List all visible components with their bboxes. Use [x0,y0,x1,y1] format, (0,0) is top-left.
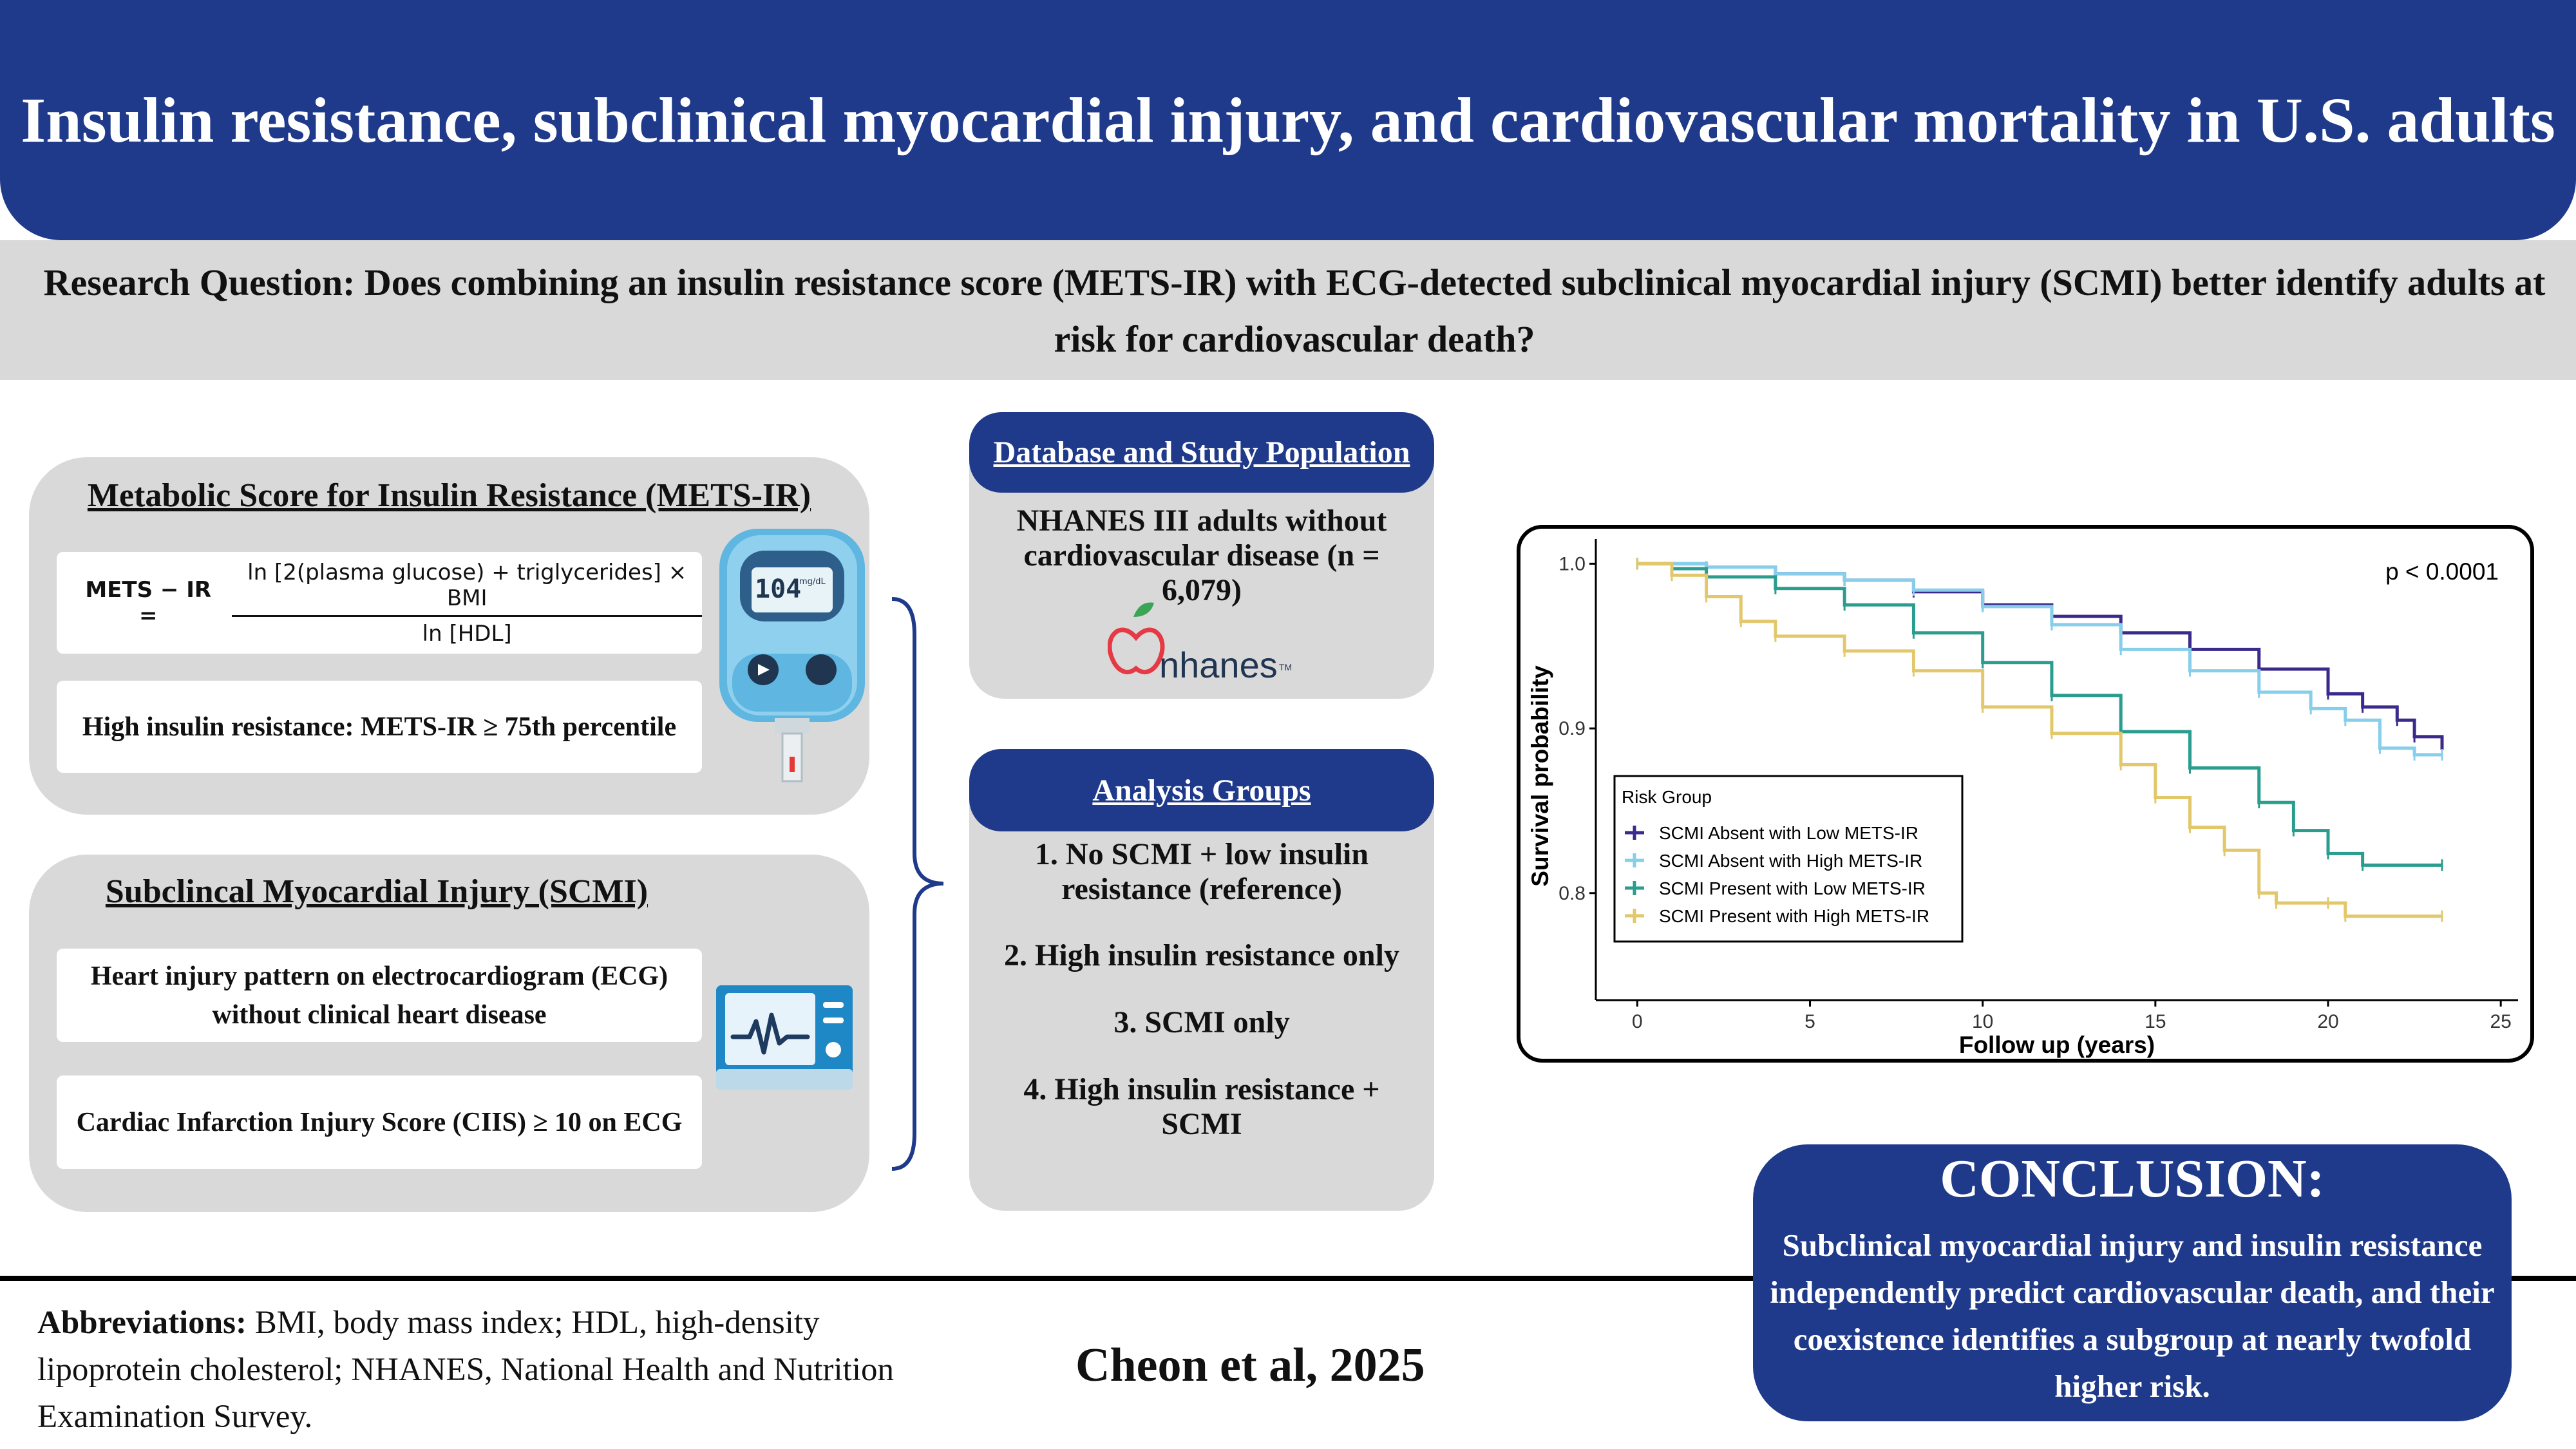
database-heading: Database and Study Population [969,412,1434,493]
km-curve-1 [1637,564,2442,750]
p-value-annotation: p < 0.0001 [2385,558,2499,585]
research-question: Research Question: Does combining an insulin resistance score (METS-IR) with ECG-detected subclinical myocardial injury (SCMI) better identify adults at risk for cardiovascular death? [43,261,2546,360]
glucose-meter-icon [718,525,866,789]
legend-entry: SCMI Absent with Low METS-IR [1659,823,1919,843]
meter-unit: mg/dL [799,577,826,587]
apple-logo-icon [1108,598,1166,689]
abbreviations-label: Abbreviations: [37,1305,247,1341]
scmi-heading: Subclincal Myocardial Injury (SCMI) [105,873,649,910]
nhanes-logo-tm: TM [1279,662,1293,672]
km-chart [1517,525,2534,1063]
formula-lhs: METS − IR = [85,577,212,629]
km-curve-2 [1637,564,2442,755]
legend-entry: SCMI Present with High METS-IR [1659,906,1930,926]
formula-numerator: ln [2(plasma glucose) + triglycerides] × BMI [232,560,702,617]
analysis-groups-heading: Analysis Groups [969,749,1434,831]
meter-reading: 104 [755,574,802,604]
legend-entry: SCMI Present with Low METS-IR [1659,878,1926,898]
y-tick-label: 0.9 [1558,718,1586,740]
x-tick-label: 5 [1804,1011,1815,1032]
legend-title: Risk Group [1622,787,1712,807]
conclusion-text: Subclinical myocardial injury and insulin resistance independently predict cardiovascular death, and their coexistence identifies a subgroup at nearly twofold higher risk. [1770,1227,2495,1404]
analysis-group-1: 1. No SCMI + low insulin resistance (reference) [1034,837,1369,906]
x-axis-label: Follow up (years) [1958,1032,2155,1058]
x-tick-label: 20 [2317,1011,2339,1032]
database-text: NHANES III adults without cardiovascular disease (n = 6,079) [1016,504,1387,607]
conclusion-heading: CONCLUSION: [1940,1149,2325,1209]
formula-denominator: ln [HDL] [422,620,512,647]
y-tick-label: 0.8 [1558,882,1586,904]
ecg-monitor-icon [716,985,853,1090]
grouping-brace [889,596,953,1172]
abbreviations [37,1300,907,1441]
mets-ir-threshold: High insulin resistance: METS-IR ≥ 75th percentile [57,681,702,773]
x-tick-label: 10 [1972,1011,1994,1032]
x-tick-label: 15 [2145,1011,2166,1032]
mets-ir-heading: Metabolic Score for Insulin Resistance (METS-IR) [87,477,811,514]
x-tick-label: 0 [1632,1011,1643,1032]
mets-ir-formula [57,552,702,654]
citation: Cheon et al, 2025 [1075,1339,1425,1392]
y-tick-label: 1.0 [1558,553,1586,575]
legend-entry: SCMI Absent with High METS-IR [1659,851,1923,871]
analysis-group-4: 4. High insulin resistance + SCMI [1023,1072,1380,1141]
nhanes-logo-text: nhanes [1159,645,1278,685]
y-axis-label: Survival probability [1527,665,1553,887]
abbreviations-text: BMI, body mass index; HDL, high-density lipoprotein cholesterol; NHANES, National Health and Nutrition Examination Survey. [37,1305,894,1435]
analysis-group-2: 2. High insulin resistance only [1004,938,1399,972]
scmi-criterion: Cardiac Infarction Injury Score (CIIS) ≥ 10 on ECG [57,1075,702,1169]
analysis-group-3: 3. SCMI only [1113,1005,1290,1039]
km-legend [1615,776,1962,942]
x-tick-label: 25 [2490,1011,2512,1032]
scmi-definition: Heart injury pattern on electrocardiogram (ECG) without clinical heart disease [57,949,702,1042]
formula-fraction [232,560,702,647]
page-title: Insulin resistance, subclinical myocardial injury, and cardiovascular mortality in U.S. adults [21,84,2555,156]
